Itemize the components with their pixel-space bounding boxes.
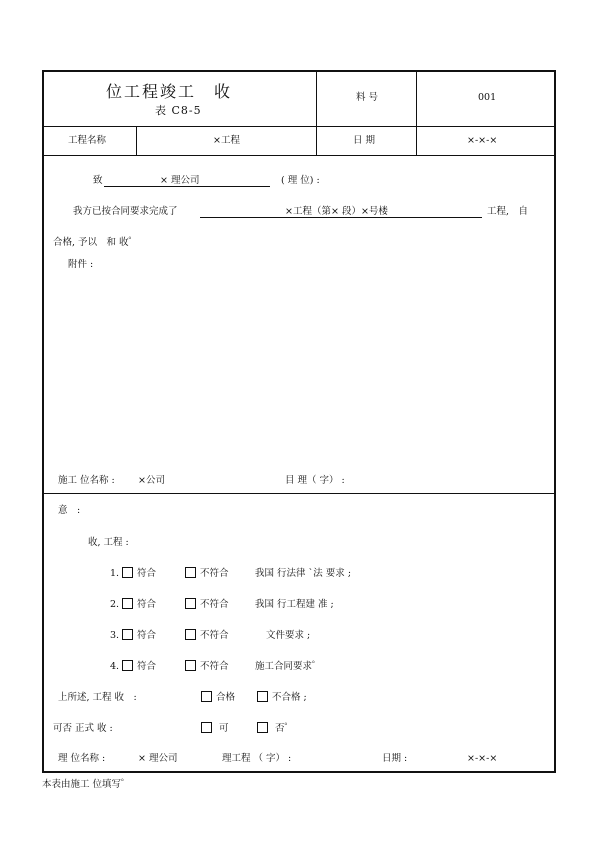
item-nonconform-label: 不符合 — [200, 630, 229, 641]
checkbox-item3-nonconform[interactable] — [185, 629, 196, 640]
item-conform-label: 符合 — [137, 661, 157, 672]
summary-pass-label: 合格 — [216, 692, 236, 703]
review-date-label: 日期 : — [382, 753, 408, 764]
item-requirement: 我国 行法律 `法 要求 ; — [255, 568, 352, 579]
notice-line2-value: ×工程（第× 段）×号楼 — [285, 206, 388, 217]
notice-to-prefix: 致 — [93, 175, 103, 186]
contractor-value: ×公司 — [138, 475, 165, 486]
footnote: 本表由施工 位填写゜ — [42, 779, 131, 790]
attachment-label: 附件 : — [68, 259, 94, 270]
item-number: 4. — [110, 661, 120, 672]
divider-info — [43, 155, 555, 156]
formal-yes-label: 可 — [219, 723, 229, 734]
divider-col-1 — [316, 71, 317, 155]
checkbox-formal-no[interactable] — [257, 722, 268, 733]
item-nonconform-label: 不符合 — [200, 568, 229, 579]
divider-review — [43, 493, 555, 494]
review-intro: 收, 工程 : — [88, 537, 129, 548]
project-underline — [200, 217, 482, 218]
checkbox-formal-yes[interactable] — [201, 722, 212, 733]
checkbox-summary-pass[interactable] — [201, 691, 212, 702]
item-number: 3. — [110, 630, 120, 641]
divider-col-2 — [416, 71, 417, 155]
checkbox-item4-conform[interactable] — [122, 660, 133, 671]
material-label: 料 号 — [356, 92, 379, 103]
date-label: 日 期 — [353, 135, 376, 146]
item-number: 1. — [110, 568, 120, 579]
notice-to-value: × 理公司 — [160, 175, 200, 186]
supervisor-label: 理 位名称 : — [58, 753, 106, 764]
item-number: 2. — [110, 599, 120, 610]
project-label: 工程名称 — [68, 135, 107, 146]
material-value: 001 — [478, 92, 497, 103]
checkbox-item2-nonconform[interactable] — [185, 598, 196, 609]
notice-line2-prefix: 我方已按合同要求完成了 — [73, 206, 178, 217]
formal-no-label: 否゜ — [275, 723, 295, 734]
to-underline — [104, 186, 270, 187]
item-conform-label: 符合 — [137, 599, 157, 610]
checkbox-item1-nonconform[interactable] — [185, 567, 196, 578]
chief-engineer-label: 理工程 （ 字） : — [222, 753, 292, 764]
form-subtitle: 表 C8-5 — [155, 104, 202, 117]
checkbox-summary-fail[interactable] — [257, 691, 268, 702]
notice-line3: 合格, 予以 和 收゜ — [53, 237, 139, 248]
checkbox-item1-conform[interactable] — [122, 567, 133, 578]
form-title: 位工程竣工 收 — [106, 82, 233, 101]
notice-to-suffix: ( 理 位) : — [281, 175, 320, 186]
item-requirement: 施工合同要求゜ — [255, 661, 322, 672]
summary-label: 上所述, 工程 收 : — [58, 692, 137, 703]
pm-signature-label: 目 理（ 字） : — [285, 475, 345, 486]
formal-label: 可否 正式 收 : — [53, 723, 113, 734]
review-date-value: ×-×-× — [467, 753, 498, 764]
item-requirement: 我国 行工程建 准 ; — [255, 599, 334, 610]
contractor-label: 施工 位名称 : — [58, 475, 115, 486]
checkbox-item2-conform[interactable] — [122, 598, 133, 609]
summary-fail-label: 不合格 ; — [272, 692, 307, 703]
item-nonconform-label: 不符合 — [200, 661, 229, 672]
checkbox-item4-nonconform[interactable] — [185, 660, 196, 671]
divider-header — [43, 126, 555, 127]
item-nonconform-label: 不符合 — [200, 599, 229, 610]
checkbox-item3-conform[interactable] — [122, 629, 133, 640]
item-requirement: 文件要求 ; — [266, 630, 311, 641]
supervisor-value: × 理公司 — [138, 753, 178, 764]
opinion-label: 意 : — [58, 505, 81, 516]
date-value: ×-×-× — [467, 135, 498, 146]
item-conform-label: 符合 — [137, 630, 157, 641]
item-conform-label: 符合 — [137, 568, 157, 579]
project-value: ×工程 — [213, 135, 240, 146]
notice-line2-suffix: 工程, 自 — [487, 206, 529, 217]
divider-col-0 — [136, 127, 137, 155]
